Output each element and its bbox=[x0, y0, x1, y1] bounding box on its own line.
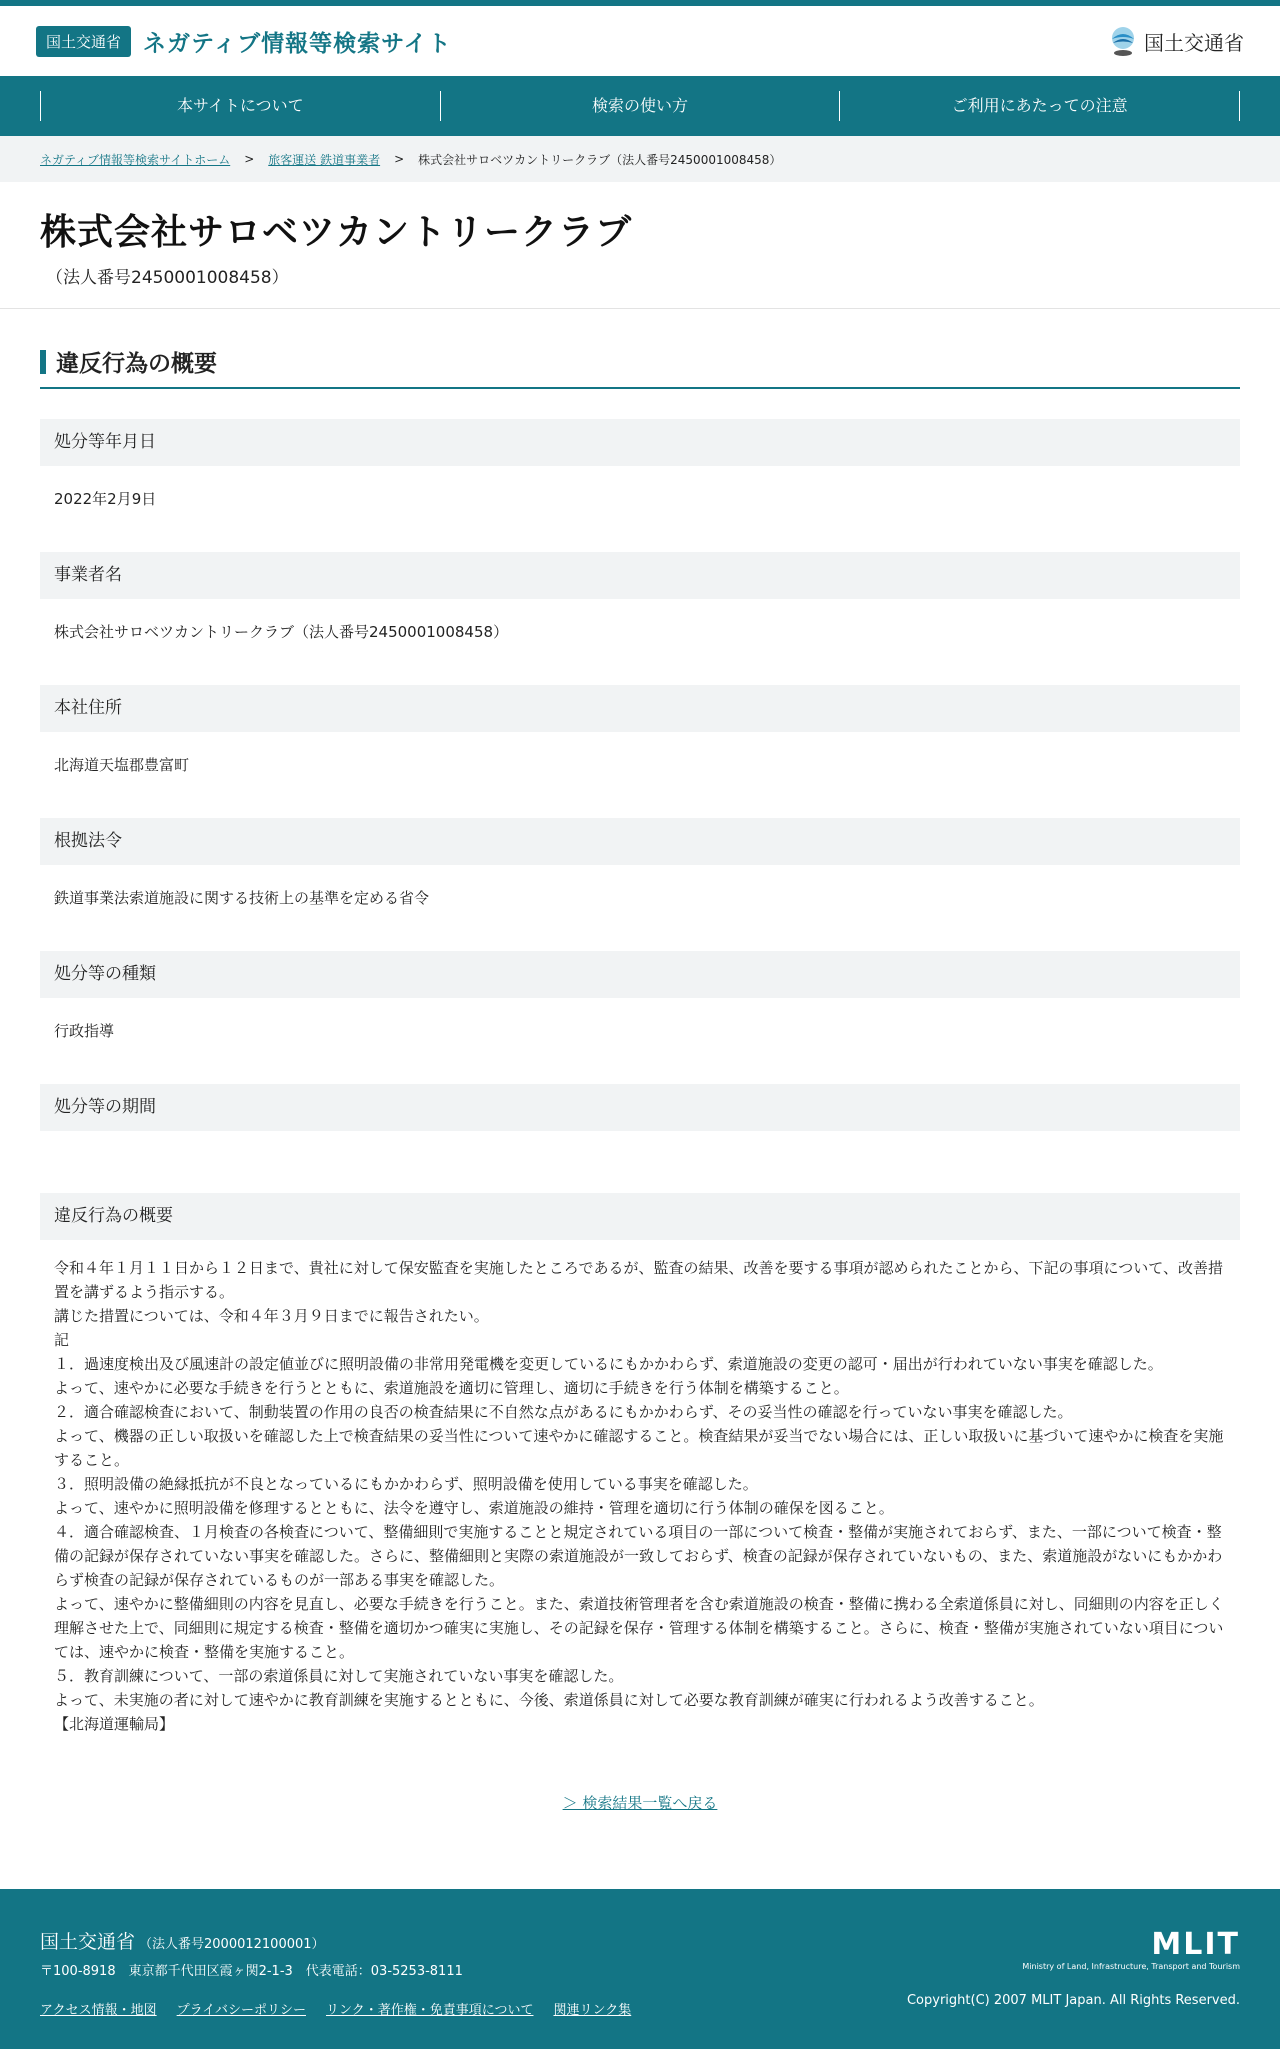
footer-link-access[interactable]: アクセス情報・地図 bbox=[40, 2003, 157, 2018]
section-heading bbox=[40, 345, 1240, 389]
breadcrumb-category-link[interactable]: 旅客運送 鉄道事業者 bbox=[268, 152, 381, 167]
breadcrumb-separator: > bbox=[244, 152, 255, 166]
main-content bbox=[0, 309, 1280, 1889]
address-value: 北海道天塩郡豊富町 bbox=[54, 756, 190, 774]
ministry-logo[interactable] bbox=[1108, 25, 1244, 57]
back-link-area bbox=[40, 1736, 1240, 1889]
summary-line: 令和４年１月１１日から１２日まで、貴社に対して保安監査を実施したところであるが、監査の結果、改善を要する事項が認められたことから、下記の事項について、改善措置を講ずるよう指示する。 bbox=[54, 1259, 1223, 1301]
business-value: 株式会社サロベツカントリークラブ（法人番号2450001008458） bbox=[54, 623, 509, 641]
breadcrumb bbox=[0, 136, 1280, 182]
footer-org-name: 国土交通省 bbox=[40, 1931, 136, 1953]
summary-line: よって、機器の正しい取扱いを確認した上で検査結果の妥当性について速やかに確認すること。検査結果が妥当でない場合には、正しい取扱いに基づいて速やかに検査を実施すること。 bbox=[54, 1427, 1224, 1469]
site-footer bbox=[0, 1889, 1280, 2049]
breadcrumb-home-link[interactable]: ネガティブ情報等検索サイトホーム bbox=[40, 152, 231, 167]
summary-line: 記 bbox=[54, 1331, 70, 1349]
breadcrumb-separator: > bbox=[394, 152, 405, 166]
summary-line: ３．照明設備の絶縁抵抗が不良となっているにもかかわらず、照明設備を使用している事実を確認した。 bbox=[54, 1475, 758, 1493]
date-label: 処分等年月日 bbox=[40, 419, 1240, 466]
summary-line: よって、未実施の者に対して速やかに教育訓練を実施するとともに、今後、索道係員に対して必要な教育訓練が確実に行われるよう改善すること。 bbox=[54, 1691, 1044, 1709]
summary-line: ５．教育訓練について、一部の索道係員に対して実施されていない事実を確認した。 bbox=[54, 1667, 624, 1685]
ministry-badge: 国土交通省 bbox=[36, 26, 131, 57]
disposition-type-value: 行政指導 bbox=[54, 1022, 115, 1040]
nav-item-about[interactable]: 本サイトについて bbox=[40, 91, 440, 121]
period-value bbox=[40, 1131, 1240, 1181]
period-label: 処分等の期間 bbox=[40, 1084, 1240, 1131]
footer-org-number: （法人番号2000012100001） bbox=[139, 1937, 325, 1952]
nav-item-notes[interactable]: ご利用にあたっての注意 bbox=[839, 91, 1240, 121]
back-to-results-link[interactable]: ＞ 検索結果一覧へ戻る bbox=[562, 1794, 718, 1812]
mlit-logo-tagline: Ministry of Land, Infrastructure, Transport and Tourism bbox=[1022, 1962, 1240, 1971]
summary-line: １．過速度検出及び風速計の設定値並びに照明設備の非常用発電機を変更しているにもかかわらず、索道施設の変更の認可・届出が行われていない事実を確認した。 bbox=[54, 1355, 1163, 1373]
site-header bbox=[0, 6, 1280, 76]
summary-line: 【北海道運輸局】 bbox=[54, 1715, 175, 1733]
footer-mlit-logo bbox=[1022, 1927, 1240, 1971]
summary-label: 違反行為の概要 bbox=[40, 1193, 1240, 1240]
site-brand[interactable] bbox=[36, 25, 452, 58]
law-label: 根拠法令 bbox=[40, 818, 1240, 865]
business-label: 事業者名 bbox=[40, 552, 1240, 599]
footer-link-copyright[interactable]: リンク・著作権・免責事項について bbox=[325, 2003, 534, 2018]
mlit-emblem-icon bbox=[1108, 25, 1138, 57]
law-value: 鉄道事業法索道施設に関する技術上の基準を定める省令 bbox=[54, 889, 430, 907]
footer-link-privacy[interactable]: プライバシーポリシー bbox=[176, 2003, 306, 2018]
summary-line: よって、速やかに必要な手続きを行うとともに、索道施設を適切に管理し、適切に手続きを行う体制を構築すること。 bbox=[54, 1379, 849, 1397]
corporate-number: （法人番号2450001008458） bbox=[46, 268, 289, 288]
copyright: Copyright(C) 2007 MLIT Japan. All Rights Reserved. bbox=[906, 1993, 1240, 2008]
page-title-area bbox=[0, 182, 1280, 309]
summary-text bbox=[40, 1240, 1240, 1736]
section-heading-text: 違反行為の概要 bbox=[56, 351, 217, 377]
heading-accent-bar bbox=[40, 350, 46, 374]
summary-line: よって、速やかに整備細則の内容を見直し、必要な手続きを行うこと。また、索道技術管理者を含む索道施設の検査・整備に携わる全索道係員に対し、同細則の内容を正しく理解させた上で、同細則に規定する検査・整備を適切かつ確実に実施し、その記録を保存・管理する体制を構築すること。さらに、検査・整備が実施されていない項目については、速やかに検査・整備を実施すること。 bbox=[54, 1595, 1224, 1661]
date-value: 2022年2月9日 bbox=[54, 490, 157, 508]
breadcrumb-current: 株式会社サロベツカントリークラブ（法人番号2450001008458） bbox=[418, 152, 782, 167]
disposition-type-label: 処分等の種類 bbox=[40, 951, 1240, 998]
nav-item-how-to-search[interactable]: 検索の使い方 bbox=[440, 91, 840, 121]
summary-line: 講じた措置については、令和４年３月９日までに報告されたい。 bbox=[54, 1307, 489, 1325]
footer-address: 〒100-8918 東京都千代田区霞ヶ関2-1-3 代表電話：03-5253-8111 bbox=[40, 1964, 463, 1979]
address-label: 本社住所 bbox=[40, 685, 1240, 732]
ministry-name: 国土交通省 bbox=[1144, 30, 1244, 55]
summary-line: ４．適合確認検査、１月検査の各検査について、整備細則で実施することと規定されている項目の一部について検査・整備が実施されておらず、また、一部について検査・整備の記録が保存されていない事実を確認した。さらに、整備細則と実際の索道施設が一致しておらず、検査の記録が保存されていないもの、また、索道施設がないにもかかわらず検査の記録が保存されているものが一部ある事実を確認した。 bbox=[54, 1523, 1223, 1589]
summary-line: ２．適合確認検査において、制動装置の作用の良否の検査結果に不自然な点があるにもかかわらず、その妥当性の確認を行っていない事実を確認した。 bbox=[54, 1403, 1073, 1421]
site-title[interactable]: ネガティブ情報等検索サイト bbox=[143, 30, 452, 57]
page-title: 株式会社サロベツカントリークラブ bbox=[40, 212, 633, 253]
global-nav bbox=[0, 76, 1280, 136]
mlit-logo-mark: MLIT bbox=[1151, 1927, 1240, 1962]
summary-line: よって、速やかに照明設備を修理するとともに、法令を遵守し、索道施設の維持・管理を適切に行う体制の確保を図ること。 bbox=[54, 1499, 894, 1517]
footer-link-related[interactable]: 関連リンク集 bbox=[553, 2003, 632, 2018]
